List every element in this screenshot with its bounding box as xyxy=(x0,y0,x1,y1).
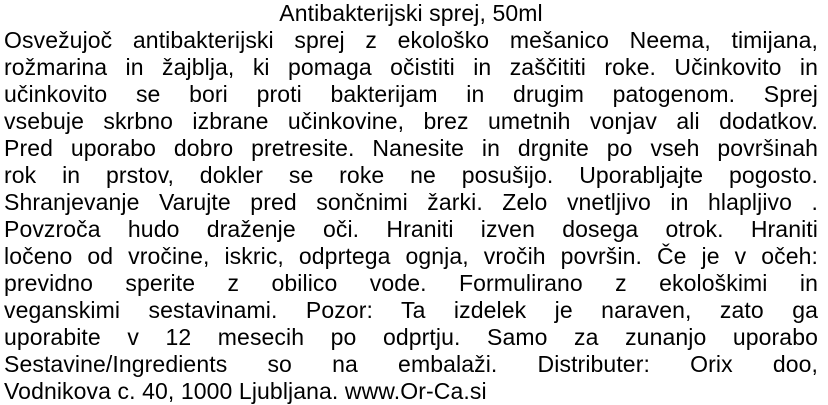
text-line: vsebuje skrbno izbrane učinkovine, brez umetnih vonjav ali dodatkov. xyxy=(4,108,818,134)
text-line: Povzroča hudo draženje oči. Hraniti izven dosega otrok. Hraniti xyxy=(4,216,818,242)
text-line: rok in prstov, dokler se roke ne posušijo. Uporabljajte pogosto. xyxy=(4,162,818,188)
text-line: ločeno od vročine, iskric, odprtega ognja, vročih površin. Če je v očeh: xyxy=(4,243,818,269)
text-line: Shranjevanje Varujte pred sončnimi žarki. Zelo vnetljivo in hlapljivo . xyxy=(4,189,818,215)
text-line: Osvežujoč antibakterijski sprej z ekološko mešanico Neema, timijana, xyxy=(4,27,818,53)
text-line: Sestavine/Ingredients so na embalaži. Distributer: Orix doo, xyxy=(4,351,818,377)
text-line: veganskimi sestavinami. Pozor: Ta izdelek je naraven, zato ga xyxy=(4,297,818,323)
document-title: Antibakterijski sprej, 50ml xyxy=(279,0,543,26)
text-line: Vodnikova c. 40, 1000 Ljubljana. www.Or-Ca.si xyxy=(4,378,487,404)
text-line: učinkovito se bori proti bakterijam in drugim patogenom. Sprej xyxy=(4,81,818,107)
text-line: rožmarina in žajblja, ki pomaga očistiti in zaščititi roke. Učinkovito in xyxy=(4,54,818,80)
text-line: uporabite v 12 mesecih po odprtju. Samo za zunanjo uporabo xyxy=(4,324,818,350)
text-line: previdno sperite z obilico vode. Formulirano z ekološkimi in xyxy=(4,270,818,296)
text-line: Pred uporabo dobro pretresite. Nanesite in drgnite po vseh površinah xyxy=(4,135,818,161)
